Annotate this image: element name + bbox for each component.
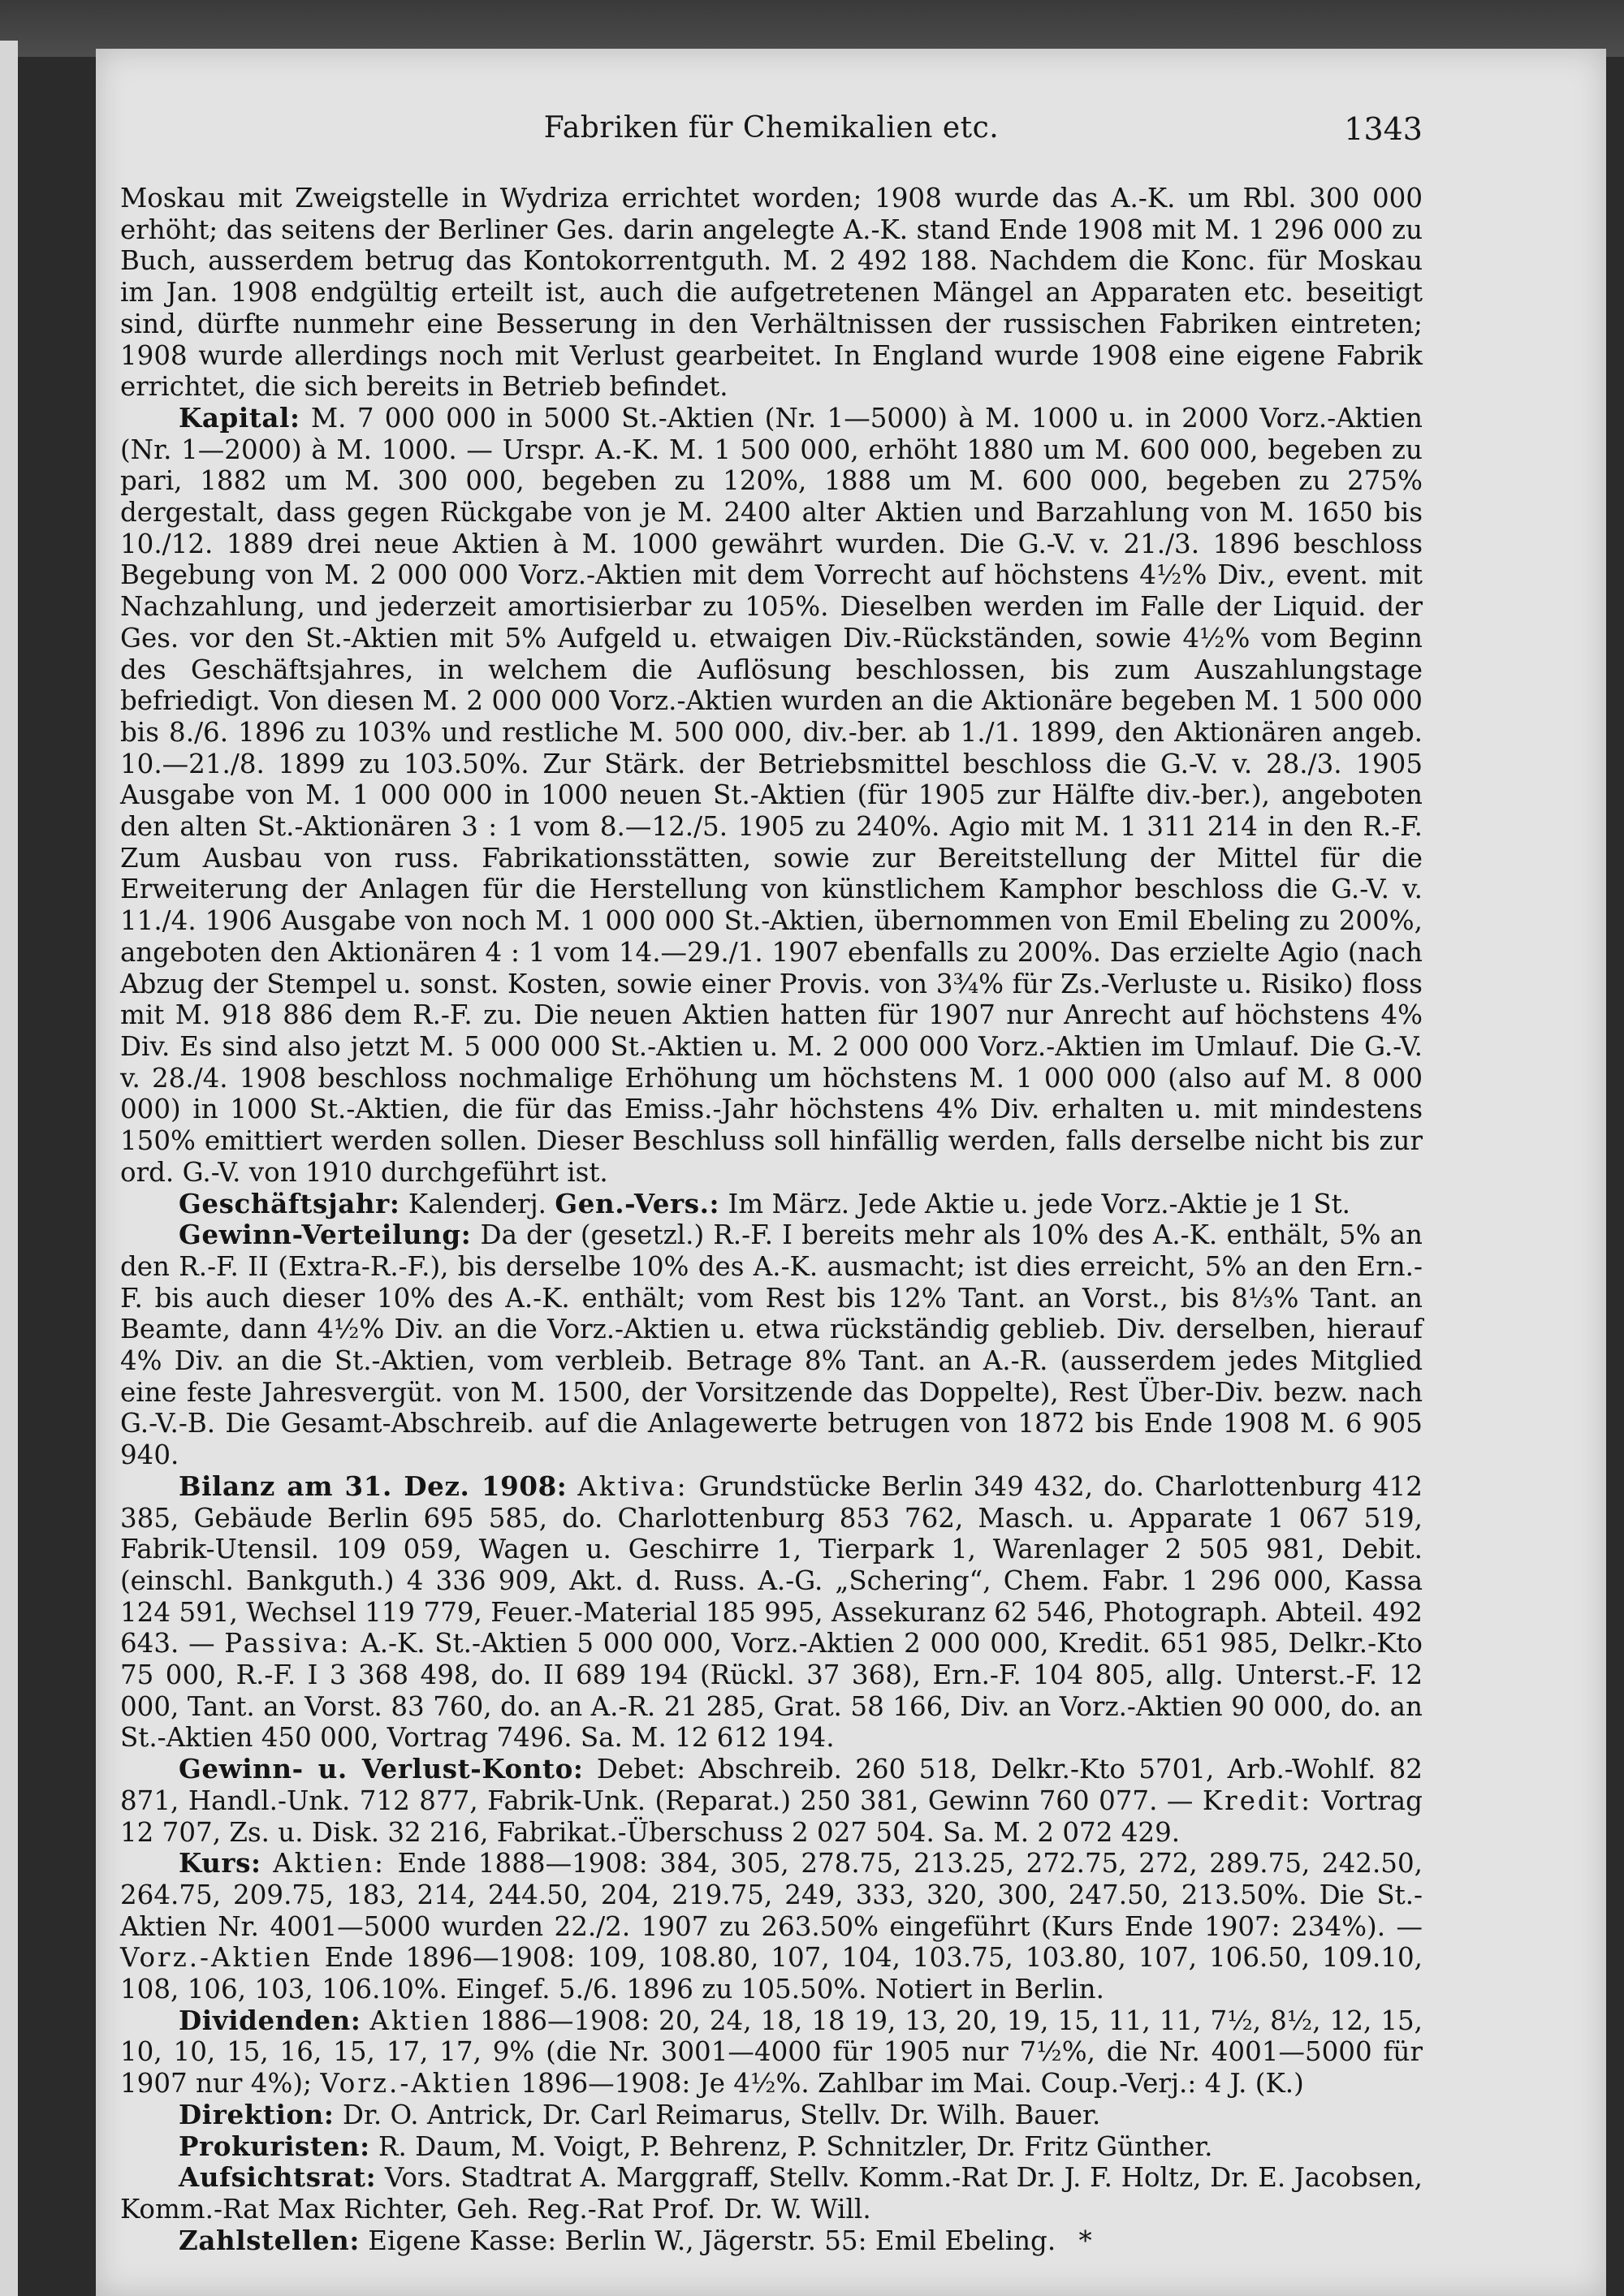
dividenden-vorz-label: Vorz.-Aktien [320, 2068, 513, 2100]
dividenden-vorz-text: 1896—1908: Je 4½%. Zahlbar im Mai. Coup.-Verj.: 4 J. (K.) [520, 2068, 1304, 2100]
zahlstellen-text: Eigene Kasse: Berlin W., Jägerstr. 55: Emil Ebeling. [368, 2225, 1056, 2256]
adjacent-page-edge [0, 41, 18, 2296]
passiva-label: Passiva: [224, 1628, 352, 1659]
prokuristen-label: Prokuristen: [179, 2130, 370, 2162]
page-number: 1343 [1344, 111, 1423, 147]
aktiva-label: Aktiva: [577, 1470, 689, 1502]
debet-label: Debet: [596, 1754, 686, 1785]
direktion-section [120, 2100, 1423, 2131]
gewinn-verlust-section [120, 1754, 1423, 1848]
kapital-text: M. 7 000 000 in 5000 St.-Aktien (Nr. 1—5000) à M. 1000 u. in 2000 Vorz.-Aktien (Nr. 1—2000) à M. 1000. — Urspr. A.-K. M. 1 500 000, erhöht 1880 um M. 600 000, begeben zu pari, 1882 um M. 300 000, begeben zu 120%, 1888 um M. 600 000, begeben zu 275% dergestalt, dass gegen Rückgabe von je M. 2400 alter Aktien und Barzahlung von M. 1650 bis 10./12. 1889 drei neue Aktien à M. 1000 gewährt wurden. Die G.-V. v. 21./3. 1896 beschloss Begebung von M. 2 000 000 Vorz.-Aktien mit dem Vorrecht auf höchstens 4½% Div., event. mit Nachzahlung, und jederzeit amortisierbar zu 105%. Dieselben werden im Falle der Liquid. der Ges. vor den St.-Aktien mit 5% Aufgeld u. etwaigen Div.-Rückständen, sowie 4½% vom Beginn des Geschäftsjahres, in welchem die Auflösung beschlossen, bis zum Auszahlungstage befriedigt. Von diesen M. 2 000 000 Vorz.-Aktien wurden an die Aktionäre begeben M. 1 500 000 bis 8./6. 1896 zu 103% und restliche M. 500 000, div.-ber. ab 1./1. 1899, den Aktionären angeb. 10.—21./8. 1899 zu 103.50%. Zur Stärk. der Betriebsmittel beschloss die G.-V. v. 28./3. 1905 Ausgabe von M. 1 000 000 in 1000 neuen St.-Aktien (für 1905 zur Hälfte div.-ber.), angeboten den alten St.-Aktionären 3 : 1 vom 8.—12./5. 1905 zu 240%. Agio mit M. 1 311 214 in den R.-F. Zum Ausbau von russ. Fabrikationsstätten, sowie zur Bereitstellung der Mittel für die Erweiterung der Anlagen für die Herstellung von künstlichem Kamphor beschloss die G.-V. v. 11./4. 1906 Ausgabe von noch M. 1 000 000 St.-Aktien, übernommen von Emil Ebeling zu 200%, angeboten den Aktionären 4 : 1 vom 14.—29./1. 1907 ebenfalls zu 200%. Das erzielte Agio (nach Abzug der Stempel u. sonst. Kosten, sowie einer Provis. von 3¾% für Zs.-Verluste u. Risiko) floss mit M. 918 886 dem R.-F. zu. Die neuen Aktien hatten für 1907 nur Anrecht auf höchstens 4% Div. Es sind also jetzt M. 5 000 000 St.-Aktien u. M. 2 000 000 Vorz.-Aktien im Umlauf. Die G.-V. v. 28./4. 1908 beschloss nochmalige Erhöhung um höchstens M. 1 000 000 (also auf M. 8 000 000) in 1000 St.-Aktien, die für das Emiss.-Jahr höchstens 4% Div. erhalten u. mit mindestens 150% emittiert werden sollen. Dieser Beschluss soll hinfällig werden, falls derselbe nicht bis zur ord. G.-V. von 1910 durchgeführt ist. [120, 402, 1423, 1188]
dividenden-label: Dividenden: [179, 2004, 361, 2036]
gewinn-verteilung-text: Da der (gesetzl.) R.-F. I bereits mehr als 10% des A.-K. enthält, 5% an den R.-F. II (Extra-R.-F.), bis derselbe 10% des A.-K. ausmacht; ist dies erreicht, 5% an den Ern.-F. bis auch dieser 10% des A.-K. enthält; vom Rest bis 12% Tant. an Vorst., bis 8⅓% Tant. an Beamte, dann 4½% Div. an die Vorz.-Aktien u. etwa rückständig geblieb. Div. derselben, hierauf 4% Div. an die St.-Aktien, vom verbleib. Betrage 8% Tant. an A.-R. (ausserdem jedes Mitglied eine feste Jahresvergüt. von M. 1500, der Vorsitzende das Doppelte), Rest Über-Div. bezw. nach G.-V.-B. Die Gesamt-Abschreib. auf die Anlagewerte betrugen von 1872 bis Ende 1908 M. 6 905 940. [120, 1219, 1423, 1471]
kurs-section [120, 1848, 1423, 2005]
text-body [120, 183, 1423, 2256]
bilanz-label: Bilanz am 31. Dez. 1908: [179, 1470, 568, 1502]
gewinn-verlust-label: Gewinn- u. Verlust-Konto: [179, 1753, 584, 1785]
geschaeftsjahr-label: Geschäftsjahr: [179, 1187, 400, 1219]
zahlstellen-label: Zahlstellen: [179, 2224, 360, 2256]
kapital-section [120, 403, 1423, 1189]
aktiva-text: Grundstücke Berlin 349 432, do. Charlottenburg 412 385, Gebäude Berlin 695 585, do. Charlottenburg 853 762, Masch. u. Apparate 1 067 519, Fabrik-Utensil. 109 059, Wagen u. Geschirre 1, Tierpark 1, Warenlager 2 505 981, Debit. (einschl. Bankguth.) 4 336 909, Akt. d. Russ. A.-G. „Schering“, Chem. Fabr. 1 296 000, Kassa 124 591, Wechsel 119 779, Feuer.-Material 185 995, Assekuranz 62 546, Photograph. Abteil. 492 643. — [120, 1470, 1423, 1659]
zahlstellen-section [120, 2225, 1423, 2257]
dividenden-section [120, 2005, 1423, 2100]
passiva-text: A.-K. St.-Aktien 5 000 000, Vorz.-Aktien 2 000 000, Kredit. 651 985, Delkr.-Kto 75 000, R.-F. I 3 368 498, do. II 689 194 (Rückl. 37 368), Ern.-F. 104 805, allg. Unterst.-F. 12 000, Tant. an Vorst. 83 760, do. an A.-R. 21 285, Grat. 58 166, Div. an Vorz.-Aktien 90 000, do. an St.-Aktien 450 000, Vortrag 7496. Sa. M. 12 612 194. [120, 1628, 1423, 1754]
gen-vers-text: Im März. Jede Aktie u. jede Vorz.-Aktie je 1 St. [728, 1188, 1351, 1219]
gewinn-verteilung-label: Gewinn-Verteilung: [179, 1219, 472, 1251]
kredit-text: Vortrag 12 707, Zs. u. Disk. 32 216, Fabrikat.-Überschuss 2 027 504. Sa. M. 2 072 429. [120, 1785, 1423, 1848]
intro-text: Moskau mit Zweigstelle in Wydriza errichtet worden; 1908 wurde das A.-K. um Rbl. 300 000 erhöht; das seitens der Berliner Ges. darin angelegte A.-K. stand Ende 1908 mit M. 1 296 000 zu Buch, ausserdem betrug das Kontokorrentguth. M. 2 492 188. Nachdem die Konc. für Moskau im Jan. 1908 endgültig erteilt ist, auch die aufgetretenen Mängel an Apparaten etc. beseitigt sind, dürfte nunmehr eine Besserung in den Verhältnissen der russischen Fabriken eintreten; 1908 wurde allerdings noch mit Verlust gearbeitet. In England wurde 1908 eine eigene Fabrik errichtet, die sich bereits in Betrieb befindet. [120, 183, 1423, 403]
running-title: Fabriken für Chemikalien etc. [543, 111, 1000, 145]
direktion-label: Direktion: [179, 2098, 335, 2130]
direktion-text: Dr. O. Antrick, Dr. Carl Reimarus, Stellv. Dr. Wilh. Bauer. [342, 2099, 1101, 2130]
geschaeftsjahr-text: Kalenderj. [408, 1188, 547, 1219]
kurs-vorz-label: Vorz.-Aktien [120, 1942, 313, 1974]
dividenden-aktien-text: 1886—1908: 20, 24, 18, 18 19, 13, 20, 19, 15, 11, 11, 7½, 8½, 12, 15, 10, 10, 15, 16, 15, 17, 17, 9% (die Nr. 3001—4000 für 1905 nur 7½%, die Nr. 4001—5000 für 1907 nur 4%); [120, 2005, 1423, 2100]
page-header [120, 111, 1423, 150]
kurs-aktien-label: Aktien: [273, 1848, 386, 1880]
aufsichtsrat-text: Vors. Stadtrat A. Marggraff, Stellv. Komm.-Rat Dr. J. F. Holtz, Dr. E. Jacobsen, Komm.-Rat Max Richter, Geh. Reg.-Rat Prof. Dr. W. Will. [120, 2162, 1423, 2225]
prokuristen-text: R. Daum, M. Voigt, P. Behrenz, P. Schnitzler, Dr. Fritz Günther. [378, 2130, 1213, 2162]
kurs-vorz-text: Ende 1896—1908: 109, 108.80, 107, 104, 103.75, 103.80, 107, 106.50, 109.10, 108, 106, 103, 106.10%. Eingef. 5./6. 1896 zu 105.50%. Notiert in Berlin. [120, 1942, 1423, 2005]
intro-paragraph [120, 183, 1423, 403]
kurs-label: Kurs: [179, 1847, 261, 1880]
footnote-mark: * [1078, 2225, 1092, 2256]
aufsichtsrat-label: Aufsichtsrat: [179, 2161, 377, 2194]
bilanz-section [120, 1471, 1423, 1754]
gewinn-verteilung-section [120, 1219, 1423, 1471]
kapital-label: Kapital: [179, 401, 300, 434]
geschaeftsjahr-section [120, 1189, 1423, 1220]
debet-text: Abschreib. 260 518, Delkr.-Kto 5701, Arb.-Wohlf. 82 871, Handl.-Unk. 712 877, Fabrik-Unk. (Reparat.) 250 381, Gewinn 760 077. — [120, 1754, 1423, 1816]
gen-vers-label: Gen.-Vers.: [555, 1187, 720, 1219]
kurs-aktien-text: Ende 1888—1908: 384, 305, 278.75, 213.25, 272.75, 272, 289.75, 242.50, 264.75, 209.75, 183, 214, 244.50, 204, 219.75, 249, 333, 320, 300, 247.50, 213.50%. Die St.-Aktien Nr. 4001—5000 wurden 22./2. 1907 zu 263.50% eingeführt (Kurs Ende 1907: 234%). — [120, 1848, 1423, 1942]
aufsichtsrat-section [120, 2162, 1423, 2225]
kredit-label: Kredit: [1202, 1785, 1313, 1816]
prokuristen-section [120, 2131, 1423, 2163]
dividenden-aktien-label: Aktien [369, 2005, 472, 2036]
